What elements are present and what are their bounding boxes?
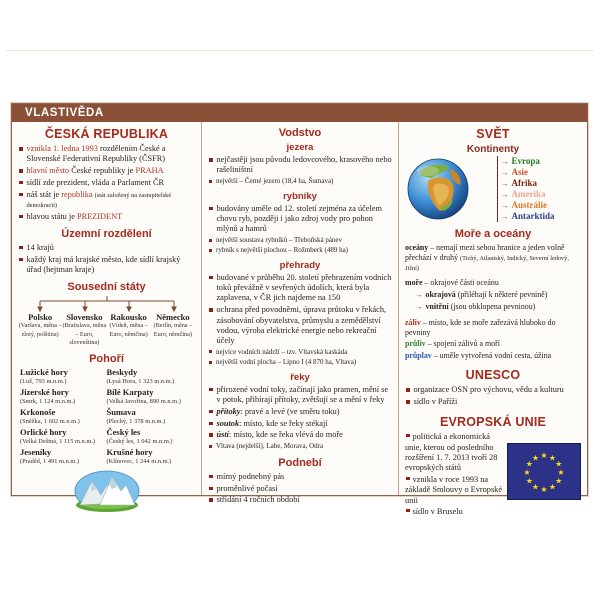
arrow-icon: → [415,289,423,299]
item-detail: (Bratislava, měna – Euro, slovenština) [62,322,107,347]
bullet-icon [19,181,23,185]
list-item-text: hlavou státu je PREZIDENT [26,211,123,221]
bullet-icon [406,388,410,392]
list-item [208,430,392,440]
mountain-item [20,368,107,385]
list-item [18,255,195,276]
jezera-list [208,155,392,186]
item-name: Beskydy [106,367,138,378]
item-detail: (Velká Javořina, 890 m.n.m.) [106,398,181,406]
item-detail: (Klínovec, 1 244 m.n.m.) [106,457,172,465]
list-item [415,290,581,301]
item-name: Rakousko [110,312,147,323]
rybniky-list [208,204,392,255]
bullet-icon [209,158,213,162]
bullet-icon [209,487,213,491]
study-card [11,103,588,517]
section-title-evropska-unie: EVROPSKÁ UNIE [439,415,547,430]
svg-text:★: ★ [540,485,548,495]
item-detail: (Varšava, měna – zlotý, polština) [18,322,62,338]
list-item [405,351,581,361]
country-item [62,312,106,347]
bullet-icon [209,350,212,353]
list-item [18,178,195,188]
mountain-item [107,408,194,425]
list-item-text: moře – okrajové části oceánu [405,278,499,288]
item-name: Krkonoše [20,407,56,418]
item-detail: (Praděd, 1 491 m.n.m.) [20,457,80,465]
mountain-item [107,448,194,465]
list-item [208,348,392,357]
svg-text:★: ★ [531,453,540,463]
bullet-icon [209,498,213,502]
bullet-icon [19,169,23,173]
list-item [208,273,392,304]
svg-text:★: ★ [523,468,531,478]
section-title-vodstvo: Vodstvo [278,127,322,139]
continent-name: Afrika [511,177,537,188]
list-item-text: budované v průběhu 20. století přehrazením vodních toků převážně v sevřených údolích, která byla zaplavena, v ČR jich najdeme na 150 [216,272,392,303]
item-detail: (Velká Deštná, 1 115 m.n.m.) [20,438,96,446]
bullet-icon [209,180,212,183]
item-detail: (Lysá Hora, 1 323 m.n.m.) [106,378,175,386]
arrow-icon: → [501,211,509,221]
uzemni-list [18,243,195,275]
bullet-icon [209,276,213,280]
list-item [405,385,581,395]
mountain-item [20,448,107,465]
list-item-text: politická a ekonomická unie, kterou od posledního rozšíření 1. 7. 2013 tvoří 28 evropských států [405,432,498,473]
list-item-text: proměnlivé počasí [216,483,278,493]
arrow-icon: → [501,200,509,210]
section-title-more-a-oceany: Moře a oceány [454,228,532,240]
prehrady-list [208,273,392,367]
bullet-icon [19,258,23,262]
svg-text:★: ★ [555,459,563,469]
continent-item [498,156,555,167]
list-item-text: každý kraj má krajské město, kde sídlí krajský úřad (hejtman kraje) [26,254,181,275]
subtitle-kontinenty: Kontinenty [466,144,520,155]
continent-item [498,200,555,211]
bullet-icon [209,239,212,242]
item-detail: (Český les, 1 042 m.n.m.) [106,438,173,446]
mountain-item [107,368,194,385]
continent-item [498,189,555,200]
svg-text:★: ★ [548,483,557,493]
item-name: Německo [156,312,190,323]
bullet-icon [406,400,410,404]
section-title-uzemni-rozdeleni: Územní rozdělení [61,227,152,240]
list-item [405,278,581,288]
unesco-list [405,385,581,407]
reky-list [208,385,392,451]
list-item-text: oceány – nemají mezi sebou hranice a jeden volně přechází v druhý (Tichý, Atlantský, Indický, Severní ledový, Jižní) [405,243,569,272]
list-item [208,442,392,451]
bullet-icon [19,246,23,250]
continent-name: Amerika [511,188,546,199]
list-item-text: ochrana před povodněmi, úprava průtoku v řekách, zásobování obyvatelstva, průmyslu a zemědělství vodou, výroba elektrické energie nebo rekreační účely [216,305,387,346]
list-item [208,305,392,346]
list-item-text: mírný podnebný pás [216,471,285,481]
column-svet [399,122,587,517]
globe-icon [407,158,469,225]
country-item [18,312,62,347]
item-detail: (Luž, 793 m.n.m.) [20,378,67,386]
list-item [208,155,392,176]
list-item [208,385,392,406]
item-detail: (Vídeň, měna – Euro, němčina) [109,322,148,338]
item-name: Krušné hory [106,447,153,458]
list-item [208,484,392,494]
continent-name: Asie [511,166,528,177]
list-item-text: sídlo v Paříži [413,397,458,407]
svg-text:★: ★ [557,468,565,478]
eu-flag-icon [507,443,581,505]
list-item [18,212,195,222]
continent-name: Antarktida [511,210,555,221]
list-item-text: nejvíce vodních nádrží – tzv. Vltavská kaskáda [216,347,348,356]
list-item [405,507,581,517]
svg-text:★: ★ [525,459,533,469]
continent-name: Austrálie [511,199,547,210]
arrow-icon: → [501,167,509,177]
mountain-item [107,428,194,445]
mountains-right [107,368,194,468]
continents-list [497,156,555,222]
bullet-icon [19,215,23,219]
list-item [208,472,392,482]
list-item-text: sídlo v Bruselu [412,507,463,517]
section-title-unesco: UNESCO [465,368,521,383]
list-item-text: přítoky: pravé a levé (ve směru toku) [216,406,340,416]
bullet-icon [209,422,213,426]
svg-text:★: ★ [531,483,540,493]
list-item-text: vznikla 1. ledna 1993 rozdělením České a Slovenské Federativní Republiky (ČSFR) [26,144,166,164]
item-detail: (Smrk, 1 124 m.n.m.) [20,398,76,406]
list-item-text: vnitřní (jsou obklopena pevninou) [425,301,536,311]
continent-item [498,211,555,222]
list-item-text: 14 krajů [26,242,54,252]
list-item [208,495,392,505]
section-title-ceska-republika: ČESKÁ REPUBLIKA [44,127,169,141]
list-item [208,419,392,429]
list-item-text: soutok: místo, kde se řeky stékají [216,418,328,428]
svg-text:★: ★ [548,453,557,463]
list-item-text: ústí: místo, kde se řeka vlévá do moře [216,430,343,440]
mountain-item [20,428,107,445]
item-detail: (Berlín, měna – Euro, němčina) [153,322,193,338]
list-item [208,177,392,186]
svg-text:★: ★ [540,451,548,461]
list-item-text: průliv – spojení zálivů a moří [405,339,500,349]
bullet-icon [209,475,213,479]
svg-text:★: ★ [555,476,563,486]
bullet-icon [209,410,213,414]
page-title: VLASTIVĚDA [25,107,104,119]
bullet-icon [19,193,23,197]
tree-connector-icon [18,296,196,312]
bullet-icon [209,249,212,252]
list-item [18,243,195,253]
section-title-podnebi: Podnebí [278,456,322,469]
item-detail: (Sněžka, 1 602 m.n.m.) [20,418,80,426]
mountains-columns [18,368,195,468]
list-item-text: střídání 4 ročních období [216,495,300,505]
bullet-icon [209,308,213,312]
bullet-icon [209,361,212,364]
column-vodstvo [201,122,399,505]
list-item-text: vznikla v roce 1993 na základě Smlouvy o Evropské unii [405,475,503,505]
list-item [208,358,392,367]
subtitle-rybniky: rybníky [283,190,317,202]
item-name: Šumava [106,407,136,418]
arrow-icon: → [501,189,509,199]
mountain-item [20,388,107,405]
list-item [415,302,581,313]
bullet-icon [19,147,23,151]
list-item-text: hlavní město České republiky je PRAHA [26,166,164,176]
section-title-sousedni-staty: Sousední státy [67,281,146,294]
columns [12,122,587,517]
section-title-svet: SVĚT [476,127,510,141]
countries-list [18,312,195,347]
list-item [405,339,581,349]
arrow-icon: → [415,301,423,311]
list-item [18,190,195,211]
bullet-icon [209,445,212,448]
list-item-text: největší – Černé jezero (18,4 ha, Šumava) [216,177,334,186]
bullet-icon [209,433,213,437]
list-item-text: průplav – uměle vytvořená vodní cesta, úžina [405,350,552,360]
svg-text:★: ★ [525,476,533,486]
list-item-text: sídlí zde prezident, vláda a Parlament ČR [26,177,165,187]
list-item-text: rybník s největší plochou – Rožmberk (489 ha) [216,246,349,255]
bullet-icon [209,207,213,211]
list-item [208,236,392,245]
country-item [107,312,151,347]
list-item-text: nejčastěji jsou původu ledovcového, krasového nebo rašeliništní [216,155,392,175]
list-item-text: organizace OSN pro výchovu, vědu a kulturu [413,385,564,395]
item-detail: (Plechý, 1 378 m.n.m.) [106,418,166,426]
subtitle-reky: řeky [290,371,310,383]
arrow-icon: → [501,178,509,188]
item-name: Orlické hory [20,427,67,438]
item-name: Jizerské hory [20,387,69,398]
list-item-text: budovány uměle od 12. století zejména za účelem chovu ryb, později i jako zdroj vody pro pohon mlýnů a hamrů [216,203,382,234]
list-item [405,318,581,338]
list-item-text: největší soustava rybníků – Třeboňská pánev [216,236,343,245]
eu-section [405,432,581,517]
continent-item [498,178,555,189]
subtitle-prehrady: přehrady [279,259,321,271]
continent-item [498,167,555,178]
list-item [18,166,195,176]
column-ceska-republika [12,122,201,495]
mountains-left [20,368,107,468]
list-item [405,397,581,407]
item-name: Český les [106,427,141,438]
bullet-icon [406,477,410,481]
mountains-icon [18,469,195,518]
mountain-item [107,388,194,405]
list-item-text: záliv – místo, kde se moře zařezává hluboko do pevniny [405,318,556,337]
podnebi-list [208,472,392,506]
section-title-pohori: Pohoří [89,353,124,366]
arrow-icon: → [501,156,509,166]
list-item [405,243,581,272]
list-item-text: přirozené vodní toky, začínají jako pramen, mění se v potok, přibírají přítoky, zvětšují se a mění v řeky [216,384,389,405]
bullet-icon [406,509,410,513]
intro-list [18,144,195,222]
more-list [405,243,581,360]
item-name: Slovensko [66,312,103,323]
card-header-bar [12,104,587,122]
country-item [151,312,195,347]
list-item [208,204,392,235]
list-item [208,407,392,417]
list-item [18,144,195,165]
list-item-text: Vltava (nejdelší), Labe, Morava, Odra [216,442,324,451]
list-item [208,246,392,255]
item-name: Lužické hory [20,367,68,378]
item-name: Bílé Karpaty [106,387,154,398]
item-name: Polsko [28,312,53,323]
page-divider [6,50,594,51]
list-item-text: okrajová (přiléhají k některé pevnině) [425,289,548,299]
bullet-icon [209,388,213,392]
list-item-text: největší vodní plocha – Lipno I (4 870 ha, Vltava) [216,358,357,367]
mountain-item [20,408,107,425]
list-item-text: náš stát je republika (stát založený na zastupitelské demokracii) [26,189,172,209]
subtitle-jezera: jezera [286,142,314,153]
bullet-icon [406,434,410,438]
continents-block [405,156,581,225]
continent-name: Evropa [511,156,540,166]
item-name: Jeseníky [20,447,52,458]
